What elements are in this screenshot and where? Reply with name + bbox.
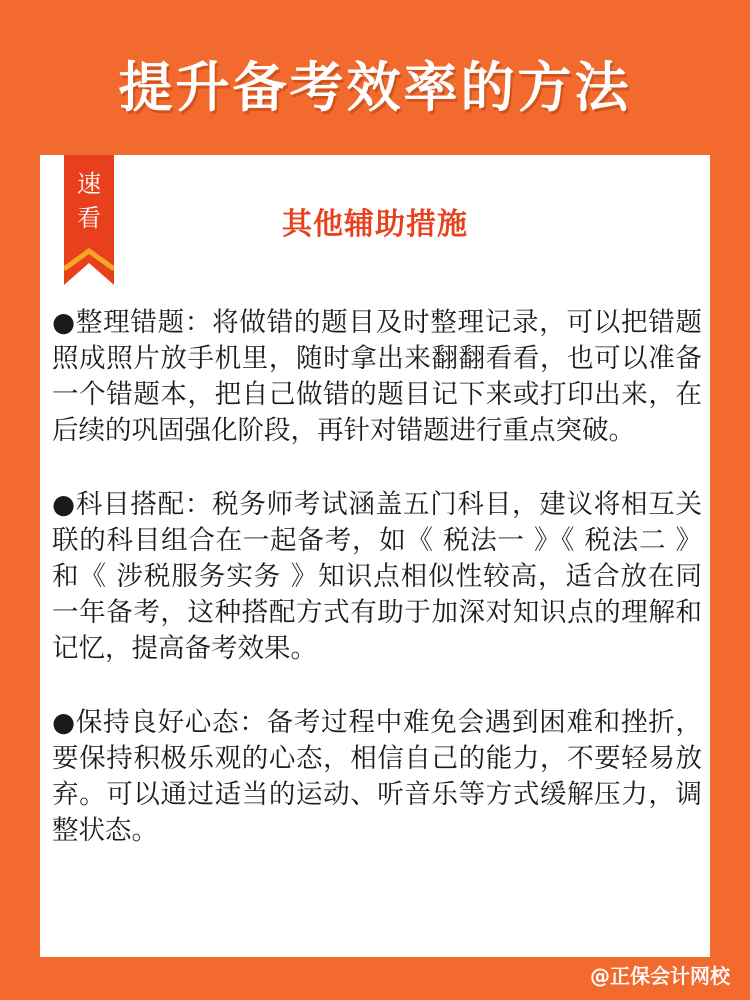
section-subtitle: 其他辅助措施 [282, 207, 468, 242]
watermark: @正保会计网校 [590, 964, 730, 988]
tip-paragraph-subject-pairing: ●科目搭配：税务师考试涵盖五门科目，建议将相互关联的科目组合在一起备考，如《 税法一 》《 税法二 》和《 涉税服务实务 》知识点相似性较高，适合放在同一年备考，这种搭配方式有助于加深对知识点的理解和记忆，提高备考效果。 [52, 489, 702, 664]
tips-list [52, 305, 702, 887]
tip-paragraph-mindset: ●保持良好心态：备考过程中难免会遇到困难和挫折，要保持积极乐观的心态，相信自己的能力，不要轻易放弃。可以通过适当的运动、听音乐等方式缓解压力，调整状态。 [52, 707, 702, 846]
tip-paragraph-wrong-questions: ●整理错题：将做错的题目及时整理记录，可以把错题照成照片放手机里，随时拿出来翻翻看看，也可以准备一个错题本，把自己做错的题目记下来或打印出来，在后续的巩固强化阶段，再针对错题进行重点突破。 [52, 307, 702, 446]
page-title: 提升备考效率的方法 [118, 56, 632, 119]
ribbon-char-2: 看 [77, 204, 101, 232]
content-card [40, 155, 710, 957]
ribbon-char-1: 速 [77, 170, 101, 198]
